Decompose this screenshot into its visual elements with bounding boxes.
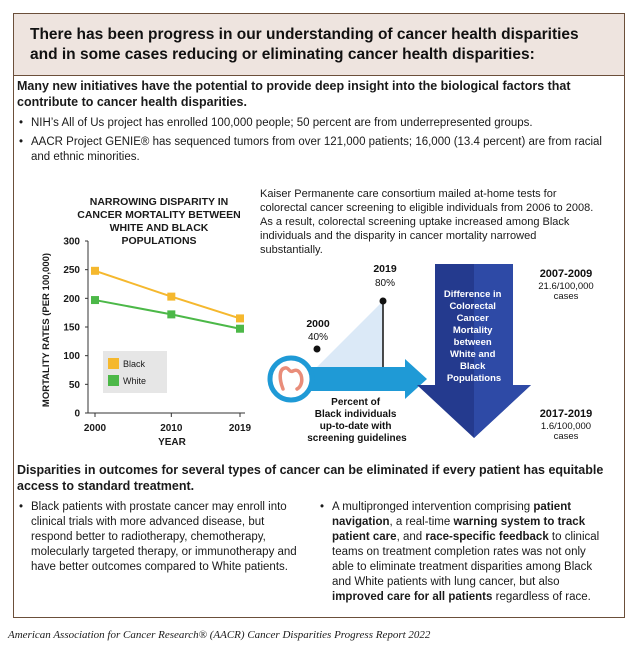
- screening-label-line: screening guidelines: [307, 433, 407, 444]
- value-2017-2019: 1.6/100,000: [540, 421, 592, 432]
- section1-title: Many new initiatives have the potential to provide deep insight into the biological factors that contribute to cancer health disparities.: [17, 79, 571, 109]
- text-run: , and: [396, 531, 426, 543]
- text-run: regardless of race.: [492, 591, 591, 603]
- axis-ticks: [63, 237, 251, 435]
- period-2017-2019: 2017-2019: [539, 408, 593, 420]
- unit-2007-2009: cases: [553, 291, 579, 302]
- difference-label-line: Colorectal: [449, 301, 496, 312]
- bullet-genie: • AACR Project GENIE® has sequenced tumors from over 121,000 patients; 16,000 (13.4 percent) are from racial and ethnic minorities.: [17, 135, 602, 165]
- legend-label-black: Black: [123, 359, 146, 369]
- header-banner: [14, 14, 624, 76]
- screening-pct-2000: 40%: [307, 332, 329, 343]
- text-run: A multipronged intervention comprising: [332, 501, 534, 513]
- screening-pct-2019: 80%: [374, 278, 396, 289]
- unit-2017-2019: cases: [553, 431, 579, 442]
- bold-run: warning system to track patient care: [332, 516, 586, 543]
- screening-label-line: Percent of: [331, 397, 381, 408]
- screening-year-2019: 2019: [373, 263, 397, 275]
- screening-2019-dot: [380, 298, 387, 305]
- x-axis-label: YEAR: [158, 437, 186, 448]
- legend-swatch-white: [108, 375, 119, 386]
- bullet-prostate: • Black patients with prostate cancer may enroll into clinical trials with more advanced disease, but respond better to radiotherapy, chemotherapy, molecularly targeted therapy, or immunotherapy and have better outcomes compared to White patients.: [17, 500, 304, 575]
- data-point-black: [167, 293, 175, 301]
- legend-box: [103, 351, 167, 393]
- bullet-all-of-us: • NIH’s All of Us project has enrolled 100,000 people; 50 percent are from underrepresented groups.: [17, 116, 602, 131]
- difference-label-line: Mortality: [452, 325, 493, 336]
- section2-bullets-right: [318, 500, 603, 609]
- data-point-black: [91, 267, 99, 275]
- data-point-black: [236, 314, 244, 322]
- section2-title: Disparities in outcomes for several types of cancer can be eliminated if every patient has equitable access to standard treatment.: [17, 463, 604, 493]
- y-axis-label: MORTALITY RATES (PER 100,000): [41, 252, 52, 408]
- y-tick-label: 150: [63, 322, 80, 334]
- bold-run: race-specific feedback: [425, 531, 549, 543]
- screening-year-2000: 2000: [306, 318, 330, 330]
- screening-label: [307, 397, 407, 444]
- bold-run: improved care for all patients: [332, 591, 493, 603]
- series-lines: [91, 267, 244, 333]
- legend-label-white: White: [123, 376, 147, 386]
- screening-2000-dot: [314, 346, 321, 353]
- difference-label-line: Cancer: [456, 313, 489, 324]
- x-tick-label: 2000: [83, 423, 107, 434]
- y-tick-label: 100: [63, 351, 80, 363]
- data-point-white: [167, 310, 175, 318]
- bold-run: patient navigation: [332, 501, 572, 528]
- data-point-white: [91, 296, 99, 304]
- y-tick-label: 300: [63, 236, 80, 248]
- x-tick-label: 2019: [228, 423, 252, 434]
- legend-swatch-black: [108, 358, 119, 369]
- x-tick-label: 2010: [160, 423, 183, 434]
- y-tick-label: 200: [63, 293, 80, 305]
- value-2007-2009: 21.6/100,000: [538, 281, 594, 292]
- screening-label-line: up-to-date with: [319, 421, 392, 432]
- screening-label-line: Black individuals: [314, 409, 397, 420]
- data-point-white: [236, 325, 244, 333]
- kaiser-description: Kaiser Permanente care consortium mailed at-home tests for colorectal cancer screening to eligible individuals from 2006 to 2008. As a result, colorectal screening uptake increased among Black individuals and the disparity in cancer mortality narrowed substantially.: [260, 188, 594, 256]
- difference-label-line: White and: [449, 349, 496, 360]
- mortality-line-chart: [15, 235, 265, 450]
- difference-label-line: Difference in: [443, 289, 502, 300]
- chart-title: NARROWING DISPARITY IN CANCER MORTALITY BETWEEN WHITE AND BLACK POPULATIONS: [77, 196, 241, 247]
- screening-graphic: [255, 255, 615, 455]
- y-tick-label: 250: [63, 265, 80, 277]
- colon-icon: [270, 358, 312, 400]
- bullet-lung-intervention: [318, 500, 603, 605]
- text-run: to clinical teams on treatment completion rates was not only able to eliminate treatment disparities among Black and White patients with lung cancer, but also: [332, 531, 600, 588]
- period-2007-2009: 2007-2009: [539, 268, 593, 280]
- difference-label-line: between: [453, 337, 492, 348]
- section2-bullets-left: [17, 500, 304, 579]
- y-tick-label: 50: [68, 379, 80, 391]
- header-title: There has been progress in our understanding of cancer health disparities and in some cases reducing or eliminating cancer health disparities:: [30, 26, 579, 63]
- difference-label-line: Populations: [446, 373, 502, 384]
- footer-citation: American Association for Cancer Research® (AACR) Cancer Disparities Progress Report 2022: [8, 629, 431, 641]
- difference-label-line: Black: [460, 361, 486, 372]
- y-tick-label: 0: [74, 408, 80, 420]
- section1-bullets: [17, 116, 602, 169]
- text-run: , a real-time: [389, 516, 454, 528]
